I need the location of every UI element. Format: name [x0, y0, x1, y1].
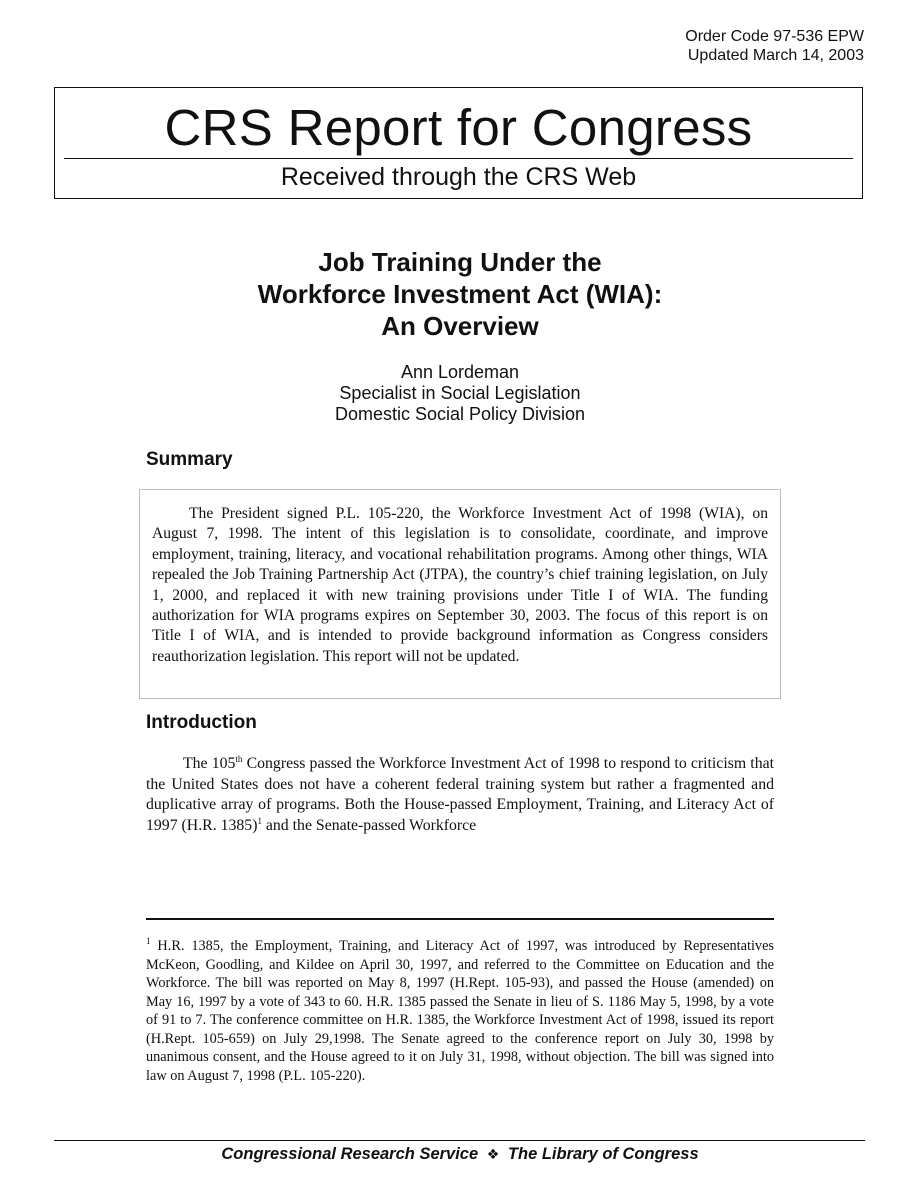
footnote-reference[interactable]: 1: [257, 815, 262, 826]
introduction-heading: Introduction: [146, 712, 257, 733]
banner-title: CRS Report for Congress: [164, 99, 753, 156]
footnote-text: H.R. 1385, the Employment, Training, and Literacy Act of 1997, was introduced by Representatives McKeon, Goodling, and Kildee on April 30, 1997, and referred to the Committee on Education and the Workforce. The bill was reported on May 8, 1997 (H.Rept. 105-93), and passed the House (amended) on May 16, 1997 by a vote of 343 to 60. H.R. 1385 passed the Senate in lieu of S. 1186 May 5, 1998, by a vote of 91 to 7. The conference committee on H.R. 1385, the Workforce Investment Act of 1998, issued its report (H.Rept. 105-659) on July 29,1998. The Senate agreed to the conference report on July 30, 1998 by unanimous consent, and the House agreed to it on July 31, 1998, without objection. The bill was signed into law on August 7, 1998 (P.L. 105-220).: [146, 938, 774, 1084]
updated-date: Updated March 14, 2003: [687, 47, 864, 64]
intro-sup-th: th: [235, 754, 243, 764]
document-title: [0, 246, 920, 342]
intro-text-a: The 105: [183, 755, 236, 772]
order-code: Order Code 97-536 EPW: [685, 28, 864, 45]
footer-library: The Library of Congress: [507, 1145, 699, 1163]
author-block: [0, 362, 920, 425]
title-line-1: Job Training Under the: [318, 247, 602, 277]
footer-crs: Congressional Research Service: [221, 1145, 479, 1163]
order-code-block: [685, 27, 864, 65]
author-name: Ann Lordeman: [400, 362, 520, 382]
summary-box: [139, 489, 781, 699]
report-banner: [54, 87, 863, 199]
introduction-paragraph: [146, 754, 774, 836]
footnote-number: 1: [146, 936, 151, 946]
title-line-3: An Overview: [381, 311, 539, 341]
summary-text: The President signed P.L. 105-220, the Workforce Investment Act of 1998 (WIA), on August 7, 1998. The intent of this legislation is to consolidate, coordinate, and improve employment, training, literacy, and vocational rehabilitation programs. Among other things, WIA repealed the Job Training Partnership Act (JTPA), the country’s chief training legislation, on July 1, 2000, and replaced it with new training provisions under Title I of WIA. The funding authorization for WIA programs expires on September 30, 2003. The focus of this report is on Title I of WIA, and is intended to provide background information as Congress considers reauthorization legislation. This report will not be updated.: [152, 505, 768, 665]
footer-divider: [54, 1140, 865, 1141]
banner-subtitle: Received through the CRS Web: [280, 163, 637, 191]
footnote: [146, 937, 774, 1085]
author-division: Domestic Social Policy Division: [334, 404, 586, 424]
summary-heading: Summary: [146, 449, 233, 470]
author-title: Specialist in Social Legislation: [339, 383, 581, 403]
intro-text-b: Congress passed the Workforce Investment Act of 1998 to respond to criticism that the United States does not have a coherent federal training system but rather a fragmented and duplicative array of programs. Both the House-passed Employment, Training, and Literacy Act of 1997 (H.R. 1385): [146, 755, 774, 834]
intro-text-c: and the Senate-passed Workforce: [261, 816, 477, 834]
banner-divider: [64, 158, 853, 159]
page-footer: [0, 1144, 920, 1164]
title-line-2: Workforce Investment Act (WIA):: [257, 279, 663, 309]
footnote-divider: [146, 918, 774, 920]
diamond-separator-icon: ❖: [486, 1146, 500, 1162]
